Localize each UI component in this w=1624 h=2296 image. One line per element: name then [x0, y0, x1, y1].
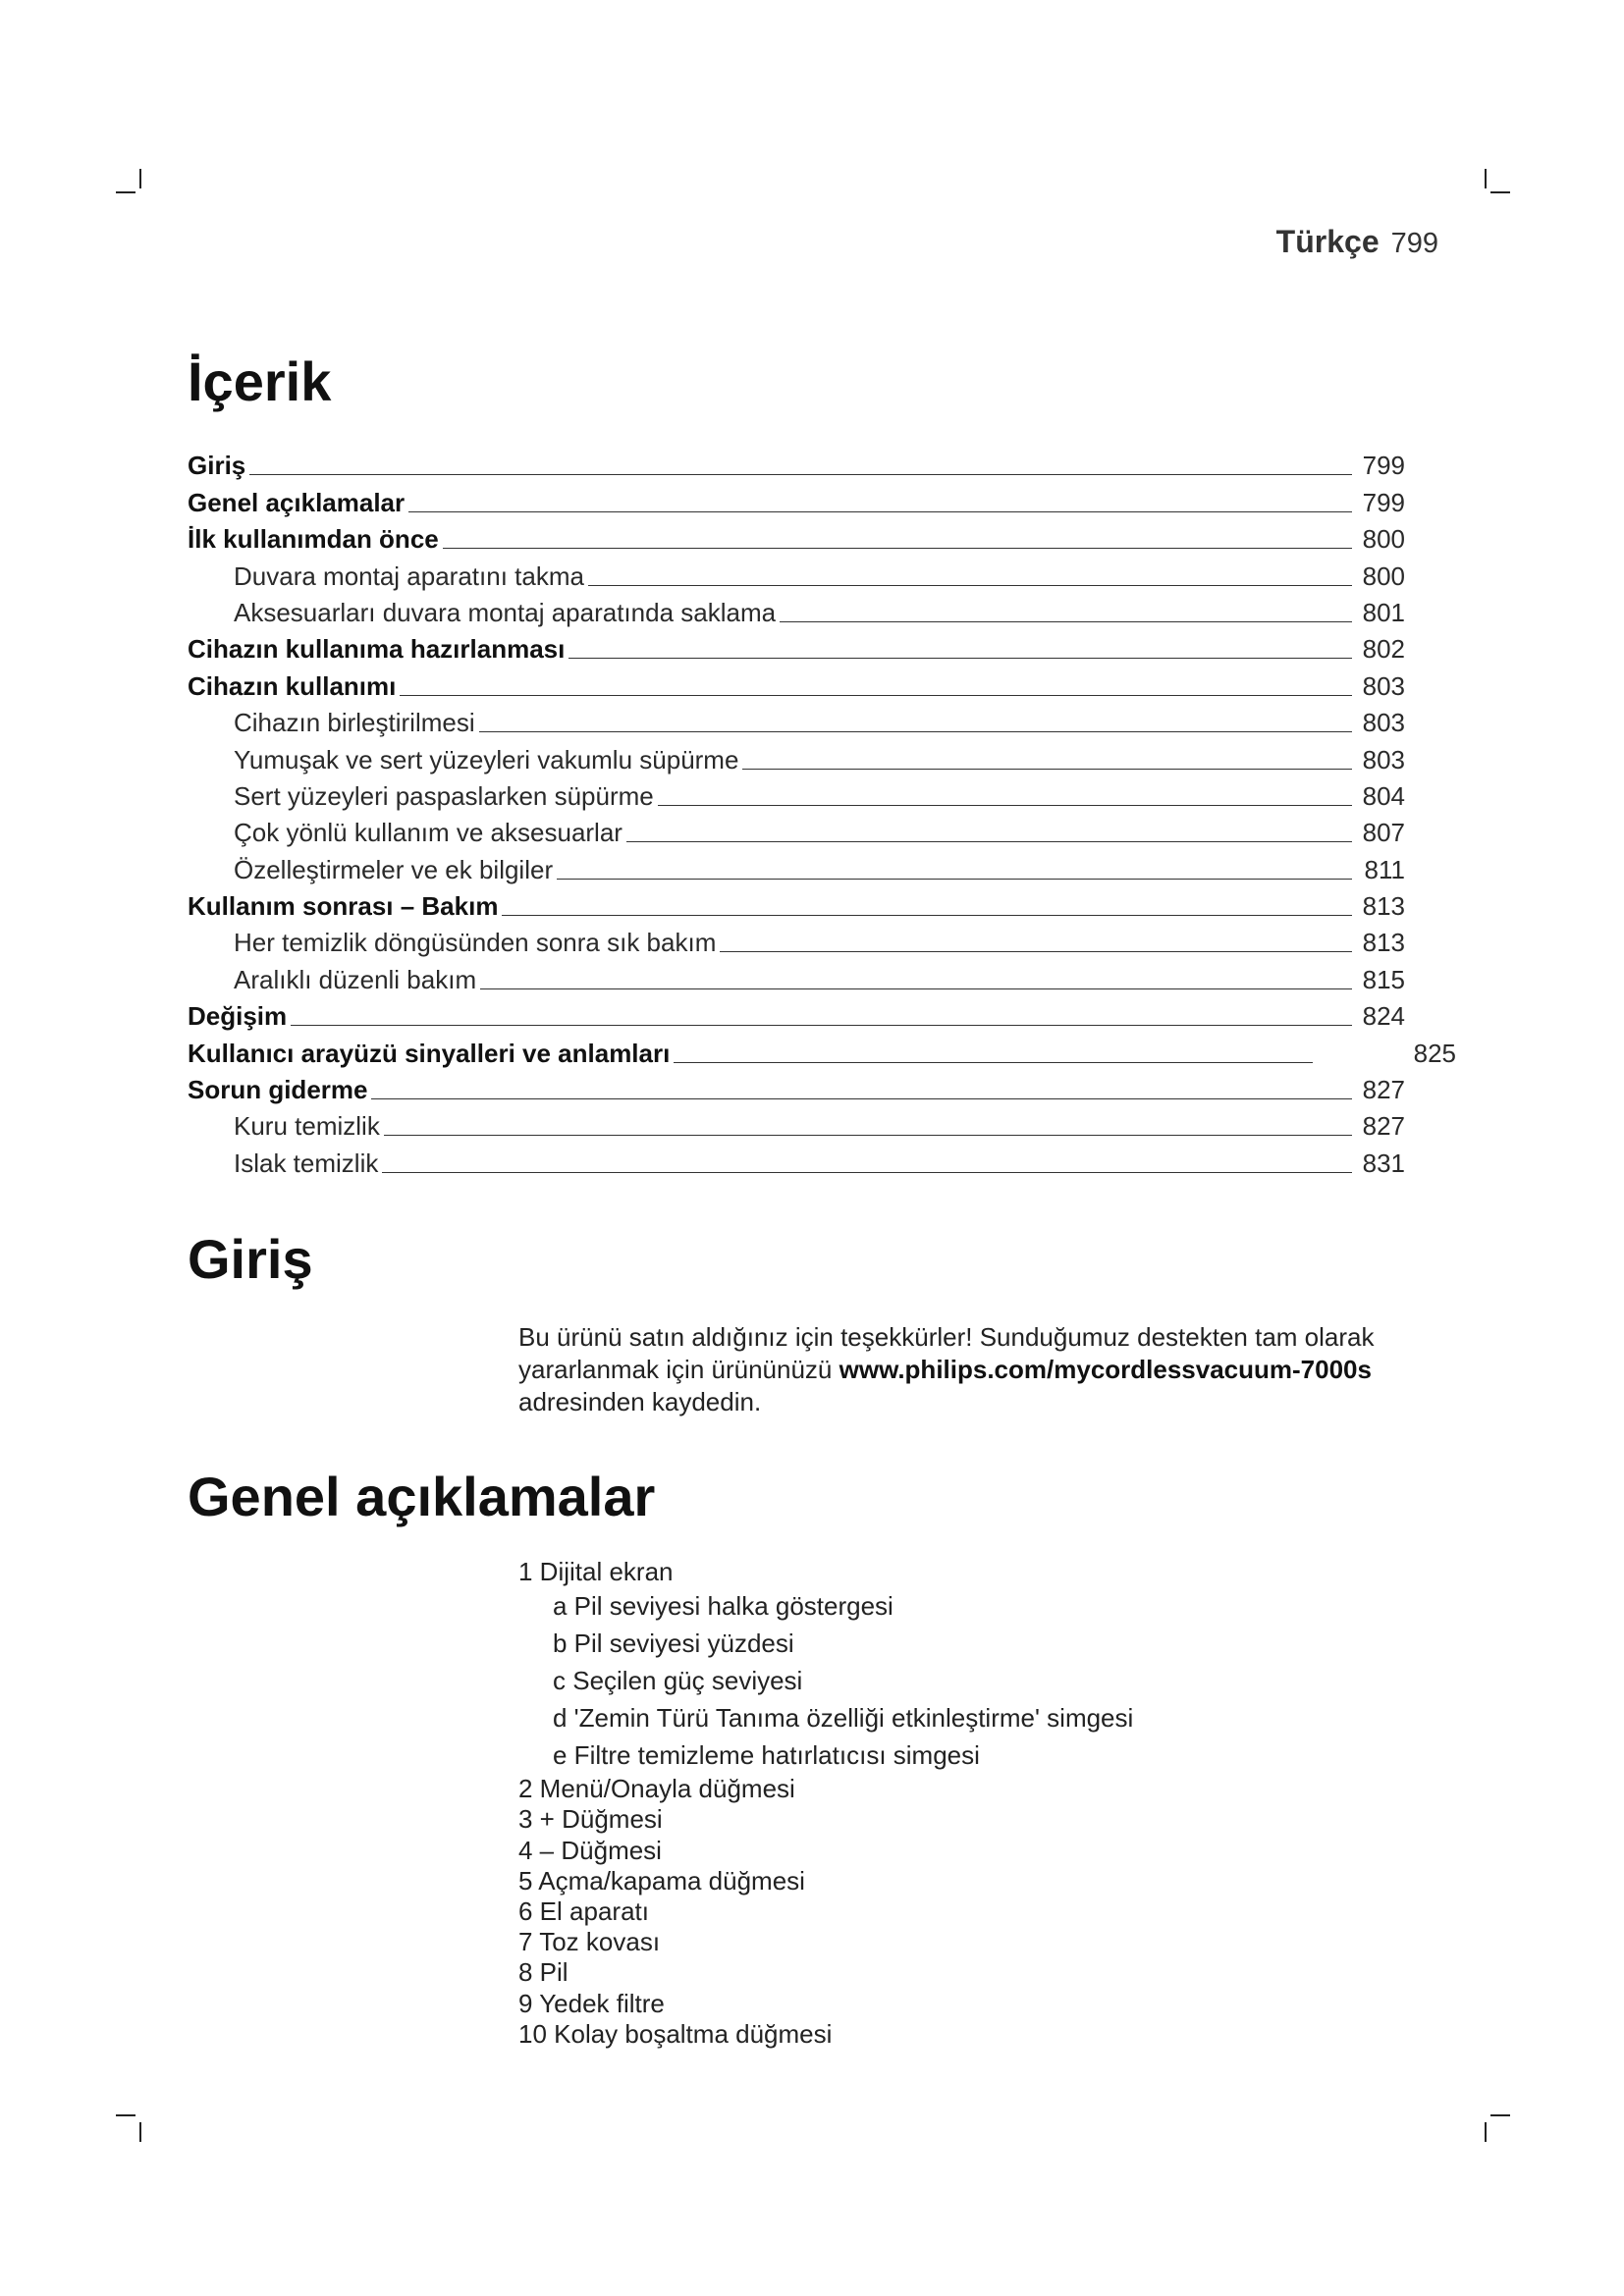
- giris-text-after: adresinden kaydedin.: [518, 1387, 762, 1416]
- toc-title: İçerik: [188, 350, 332, 412]
- toc-entry-page: 824: [1362, 1001, 1405, 1032]
- toc-leader-line: [588, 584, 1352, 586]
- toc-leader-line: [408, 510, 1352, 512]
- toc-entry-page: 827: [1362, 1075, 1405, 1105]
- toc-entry-page: 799: [1362, 487, 1405, 517]
- toc-entry[interactable]: [188, 444, 1405, 480]
- toc-entry[interactable]: [188, 627, 1405, 664]
- parts-item: 7 Toz kovası: [518, 1927, 661, 1957]
- toc-leader-line: [557, 878, 1352, 880]
- toc-entry-page: 802: [1362, 634, 1405, 665]
- parts-subitem: c Seçilen güç seviyesi: [553, 1666, 803, 1696]
- parts-item: 10 Kolay boşaltma düğmesi: [518, 2018, 833, 2049]
- toc-entry[interactable]: [188, 554, 1405, 590]
- toc-entry-label: Duvara montaj aparatını takma: [234, 561, 584, 591]
- toc-entry-page: 825: [1413, 1038, 1456, 1068]
- toc-entry-label: Giriş: [188, 451, 246, 481]
- toc-leader-line: [502, 914, 1352, 916]
- parts-item: 1 Dijital ekran: [518, 1557, 674, 1586]
- parts-item: 9 Yedek filtre: [518, 1988, 665, 2018]
- toc-entry-label: Kuru temizlik: [234, 1111, 380, 1142]
- crop-mark: [1490, 191, 1510, 193]
- toc-entry-page: 807: [1362, 818, 1405, 848]
- toc-entry-label: Sorun giderme: [188, 1075, 368, 1105]
- toc-entry[interactable]: [188, 1031, 1456, 1068]
- toc-entry[interactable]: [188, 1068, 1405, 1104]
- toc-entry-label: Kullanıcı arayüzü sinyalleri ve anlamları: [188, 1038, 671, 1068]
- toc-entry[interactable]: [188, 921, 1405, 957]
- toc-entry-label: Her temizlik döngüsünden sonra sık bakım: [234, 928, 717, 958]
- parts-item: 2 Menü/Onayla düğmesi: [518, 1774, 795, 1804]
- toc-leader-line: [480, 988, 1352, 989]
- giris-title: Giriş: [188, 1228, 313, 1290]
- toc-leader-line: [720, 950, 1352, 952]
- giris-text-before: Bu ürünü satın aldığınız için teşekkürler! Sunduğumuz destekten tam olarak yararlanmak için ürününüzü: [518, 1322, 1375, 1384]
- parts-subitem: b Pil seviyesi yüzdesi: [553, 1629, 794, 1659]
- toc-entry-page: 831: [1362, 1148, 1405, 1178]
- toc-entry[interactable]: [188, 884, 1405, 921]
- toc-entry[interactable]: [188, 774, 1405, 811]
- toc-entry[interactable]: [188, 957, 1405, 993]
- toc-entry-label: Genel açıklamalar: [188, 487, 406, 517]
- toc-entry[interactable]: [188, 480, 1405, 516]
- toc-entry-label: Değişim: [188, 1001, 288, 1032]
- toc-entry[interactable]: [188, 1141, 1405, 1177]
- toc-entry-label: Çok yönlü kullanım ve aksesuarlar: [234, 818, 623, 848]
- toc-entry[interactable]: [188, 737, 1405, 774]
- toc-entry-page: 813: [1362, 891, 1405, 922]
- parts-list: [518, 1557, 1402, 2050]
- toc-entry-label: Aksesuarları duvara montaj aparatında saklama: [234, 597, 777, 627]
- toc-leader-line: [371, 1097, 1352, 1099]
- toc-entry[interactable]: [188, 847, 1405, 883]
- toc-entry-page: 799: [1362, 451, 1405, 481]
- toc-entry-page: 803: [1362, 670, 1405, 701]
- toc-leader-line: [400, 694, 1352, 696]
- parts-item: 8 Pil: [518, 1957, 568, 1988]
- toc-entry-page: 804: [1362, 780, 1405, 811]
- crop-mark: [1485, 169, 1487, 188]
- toc-entry-label: Yumuşak ve sert yüzeyleri vakumlu süpürme: [234, 744, 739, 774]
- toc-entry-page: 815: [1362, 964, 1405, 994]
- toc-entry-label: Özelleştirmeler ve ek bilgiler: [234, 854, 554, 884]
- toc-leader-line: [384, 1134, 1352, 1136]
- crop-mark: [1490, 2114, 1510, 2116]
- toc-entry-page: 800: [1362, 524, 1405, 555]
- toc-entry-label: Kullanım sonrası – Bakım: [188, 891, 499, 922]
- toc-entry[interactable]: [188, 994, 1405, 1031]
- toc-entry-label: Cihazın kullanıma hazırlanması: [188, 634, 566, 665]
- genel-title: Genel açıklamalar: [188, 1466, 656, 1527]
- toc-entry-label: Cihazın birleştirilmesi: [234, 708, 475, 738]
- toc-leader-line: [568, 657, 1352, 659]
- toc-leader-line: [658, 804, 1352, 806]
- toc-entry-label: Sert yüzeyleri paspaslarken süpürme: [234, 780, 654, 811]
- toc-entry-label: Islak temizlik: [234, 1148, 379, 1178]
- parts-subitem: a Pil seviyesi halka göstergesi: [553, 1591, 893, 1622]
- toc-leader-line: [780, 620, 1352, 622]
- toc-entry-page: 811: [1364, 854, 1405, 884]
- toc-entry-page: 827: [1362, 1111, 1405, 1142]
- header-page-number: 799: [1390, 228, 1438, 259]
- giris-paragraph: [518, 1321, 1422, 1418]
- toc-entry[interactable]: [188, 664, 1405, 700]
- running-header: [1276, 224, 1438, 260]
- toc-entry-page: 813: [1362, 928, 1405, 958]
- toc-entry[interactable]: [188, 591, 1405, 627]
- toc-leader-line: [249, 473, 1352, 475]
- toc-leader-line: [443, 547, 1352, 549]
- crop-mark: [116, 2114, 135, 2116]
- parts-subitem: d 'Zemin Türü Tanıma özelliği etkinleştirme' simgesi: [553, 1703, 1134, 1734]
- crop-mark: [1485, 2122, 1487, 2142]
- toc-leader-line: [674, 1061, 1313, 1063]
- parts-item: 5 Açma/kapama düğmesi: [518, 1865, 805, 1896]
- toc-leader-line: [291, 1024, 1352, 1026]
- toc-entry-page: 803: [1362, 744, 1405, 774]
- toc-entry-label: İlk kullanımdan önce: [188, 524, 439, 555]
- toc-entry-page: 803: [1362, 708, 1405, 738]
- toc-entry-label: Cihazın kullanımı: [188, 670, 397, 701]
- toc-entry[interactable]: [188, 517, 1405, 554]
- toc-entry-page: 800: [1362, 561, 1405, 591]
- toc-entry[interactable]: [188, 811, 1405, 847]
- toc-leader-line: [742, 768, 1352, 770]
- crop-mark: [139, 169, 141, 188]
- table-of-contents: [188, 444, 1456, 1178]
- parts-subitem: e Filtre temizleme hatırlatıcısı simgesi: [553, 1740, 980, 1771]
- toc-entry[interactable]: [188, 1104, 1405, 1141]
- toc-leader-line: [382, 1171, 1352, 1173]
- toc-entry-label: Aralıklı düzenli bakım: [234, 964, 477, 994]
- parts-item: 3 + Düğmesi: [518, 1804, 663, 1835]
- header-language: Türkçe: [1275, 224, 1380, 259]
- toc-leader-line: [626, 840, 1352, 842]
- crop-mark: [116, 191, 135, 193]
- toc-entry-page: 801: [1362, 597, 1405, 627]
- parts-item: 4 – Düğmesi: [518, 1835, 662, 1865]
- toc-entry[interactable]: [188, 701, 1405, 737]
- crop-mark: [139, 2122, 141, 2142]
- parts-item: 6 El aparatı: [518, 1896, 649, 1926]
- registration-link[interactable]: www.philips.com/mycordlessvacuum-7000s: [839, 1355, 1372, 1384]
- toc-leader-line: [479, 730, 1352, 732]
